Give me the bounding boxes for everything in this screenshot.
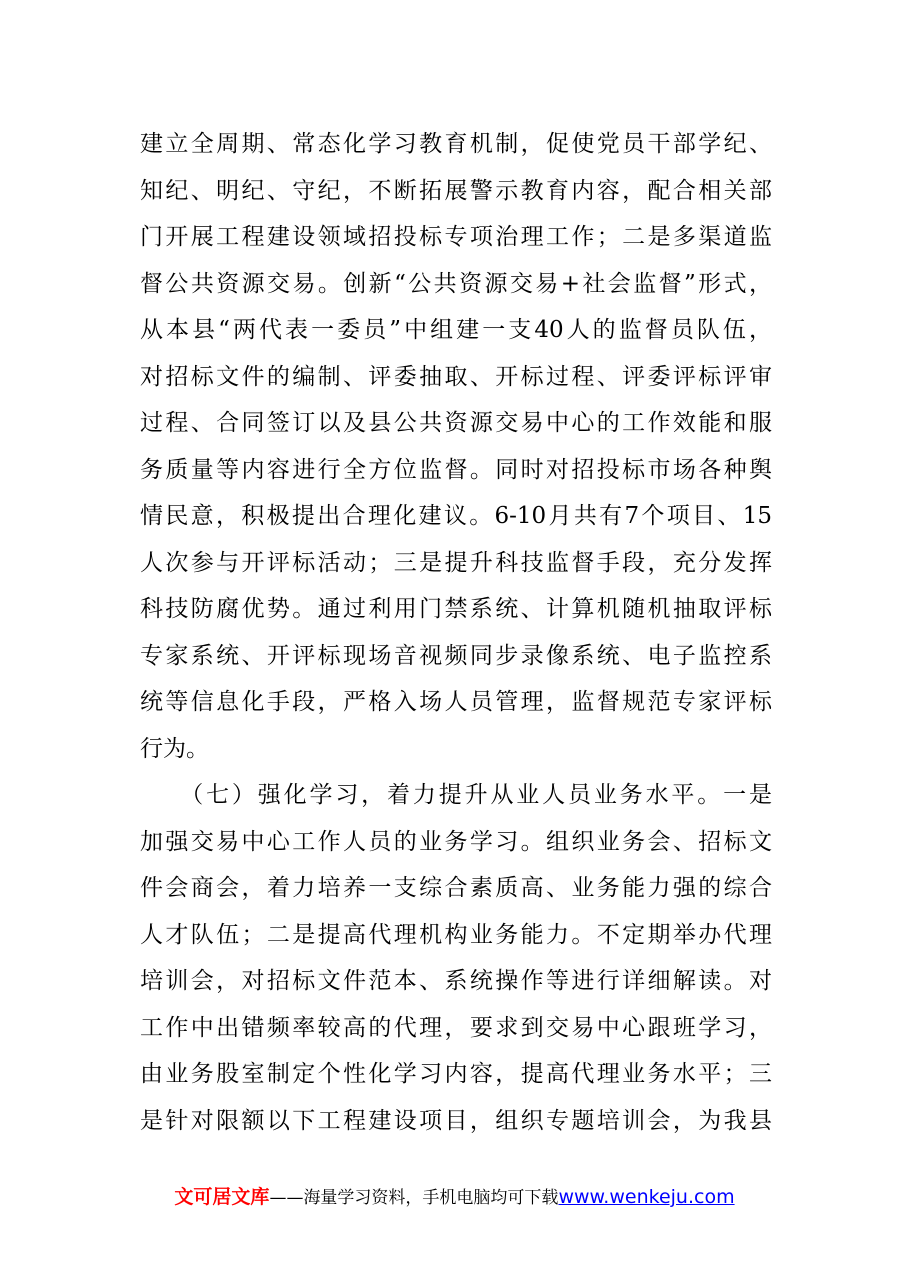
text-line: 行为。 [140, 735, 209, 762]
text-line: 过程、合同签订以及县公共资源交易中心的工作效能和服 [140, 410, 772, 436]
text-line: 务质量等内容进行全方位监督。同时对招投标市场各种舆 [140, 456, 772, 483]
text-line: 件会商会，着力培养一支综合素质高、业务能力强的综合 [140, 875, 772, 901]
text-line: 工作中出错频率较高的代理，要求到交易中心跟班学习， [140, 1014, 772, 1041]
section-heading-line: （七）强化学习，着力提升从业人员业务水平。一是 [140, 782, 772, 808]
footer-tagline: ——海量学习资料，手机电脑均可下载 [269, 1188, 559, 1208]
text-line: 督公共资源交易。创新“公共资源交易+社会监督”形式， [140, 270, 772, 297]
text-line: 专家系统、开评标现场音视频同步录像系统、电子监控系 [140, 642, 772, 669]
text-line: 对招标文件的编制、评委抽取、开标过程、评委评标评审 [140, 363, 772, 390]
text-line: 人才队伍；二是提高代理机构业务能力。不定期举办代理 [140, 921, 772, 948]
text-line: 门开展工程建设领域招投标专项治理工作；二是多渠道监 [140, 224, 772, 250]
text-line: 人次参与开评标活动；三是提升科技监督手段，充分发挥 [140, 549, 772, 576]
text-line: 从本县“两代表一委员”中组建一支40人的监督员队伍， [140, 317, 772, 343]
text-line: 统等信息化手段，严格入场人员管理，监督规范专家评标 [140, 689, 772, 715]
body-text [140, 121, 772, 1144]
text-line: 科技防腐优势。通过利用门禁系统、计算机随机抽取评标 [140, 596, 772, 622]
text-line: 培训会，对招标文件范本、系统操作等进行详细解读。对 [140, 968, 772, 994]
text-line: 建立全周期、常态化学习教育机制，促使党员干部学纪、 [140, 131, 772, 157]
website-link[interactable]: www.wenkeju.com [558, 1186, 735, 1208]
text-line: 知纪、明纪、守纪，不断拓展警示教育内容，配合相关部 [140, 177, 772, 204]
brand-name: 文可居文库 [174, 1186, 270, 1208]
text-line: 情民意，积极提出合理化建议。6-10月共有7个项目、15 [140, 503, 772, 529]
text-line: 是针对限额以下工程建设项目，组织专题培训会，为我县 [140, 1107, 772, 1134]
text-line: 加强交易中心工作人员的业务学习。组织业务会、招标文 [140, 828, 772, 855]
text-line: 由业务股室制定个性化学习内容，提高代理业务水平；三 [140, 1061, 772, 1087]
footer-banner [0, 1182, 909, 1209]
